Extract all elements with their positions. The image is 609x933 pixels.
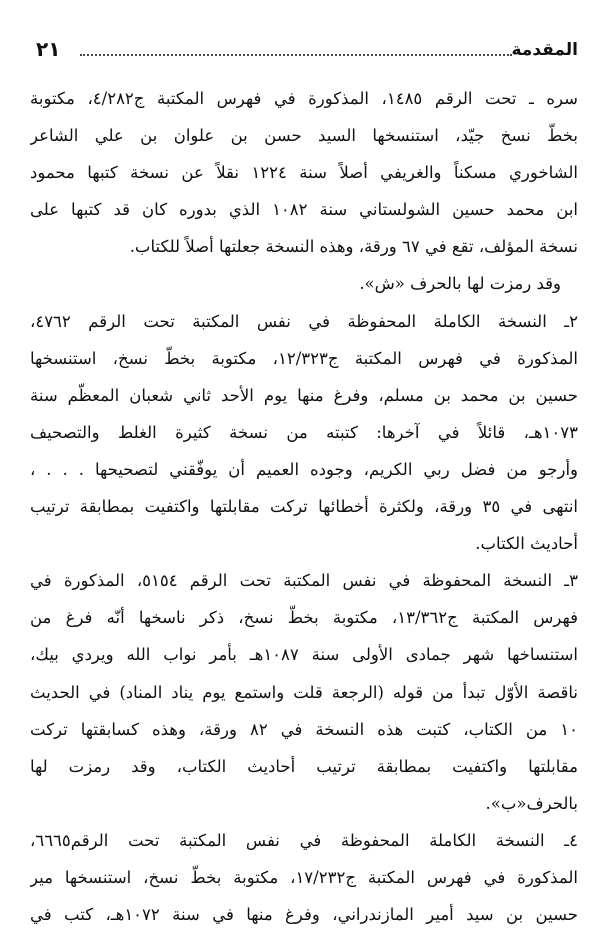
section-title: المقدمة [511,40,578,60]
text-line: وقد رمزت لها بالحرف «ش». [359,274,561,294]
text-line: حسين بن محمد بن مسلم، وفرغ منها يوم الأحد ثاني شعبان المعظّم سنة [30,385,578,405]
header-dotted-leader [80,54,512,56]
text-line: المذكورة في فهرس المكتبة ج١٧/٢٣٢، مكتوبة بخطّ نسخ، استنسخها مير [30,867,578,887]
page-number: ٢١ [36,37,61,61]
text-line: بخطّ نسخ جيّد، استنسخها السيد حسن بن علوان بن علي الشاعر [30,126,578,146]
text-line: المذكورة في فهرس المكتبة ج١٢/٣٢٣، مكتوبة بخطّ نسخ، استنسخها [30,348,578,368]
text-line: انتهى في ٣٥ ورقة، ولكثرة أخطائها تركت مقابلتها واكتفيت بمطابقة ترتيب [30,497,578,517]
text-line: ٤ـ النسخة الكاملة المحفوظة في نفس المكتبة تحت الرقم٦٦٦٥، [30,830,578,850]
text-line: استنساخها شهر جمادى الأولى سنة ١٠٨٧هـ بأمر نواب الله ويردي بيك، [30,645,578,665]
text-line: ناقصة الأوّل تبدأ من قوله (الرجعة قلت واستمع يوم يناد المناد) في الحديث [30,682,578,702]
text-line: نسخة المؤلف، تقع في ٦٧ ورقة، وهذه النسخة جعلتها أصلاً للكتاب. [129,237,578,257]
text-line: ١٠ من الكتاب، كتبت هذه النسخة في ٨٢ ورقة، وهذه كسابقتها تركت [30,719,578,739]
text-line: أحاديث الكتاب. [475,534,578,554]
body-text [30,80,578,933]
text-line: بالحرف«ب». [485,793,578,813]
text-line: وأرجو من فضل ربي الكريم، وجوده العميم أن يوفّقني لتصحيحها . . . ، [30,459,578,479]
text-line: ابن محمد حسين الشولستاني سنة ١٠٨٢ الذي بدوره كان قد كتبها على [30,200,578,220]
running-header [30,38,578,66]
text-line: ١٠٧٣هـ، قائلاً في آخرها: كتبته من نسخة كثيرة الغلط والتصحيف [30,422,578,442]
text-line: الشاخوري مسكناً والغريفي أصلاً سنة ١٢٢٤ نقلاً عن نسخة كتبها محمود [30,163,578,183]
text-line: مقابلتها واكتفيت بمطابقة ترتيب أحاديث الكتاب، وقد رمزت لها [30,756,578,776]
text-line: سره ـ تحت الرقم ١٤٨٥، المذكورة في فهرس المكتبة ج٤/٢٨٢، مكتوبة [30,89,578,108]
text-line: ٣ـ النسخة المحفوظة في نفس المكتبة تحت الرقم ٥١٥٤، المذكورة في [30,571,578,591]
text-line: حسين بن سيد أمير المازندراني، وفرغ منها في سنة ١٠٧٢هـ، كتب في [30,905,578,925]
text-line: ٢ـ النسخة الكاملة المحفوظة في نفس المكتبة تحت الرقم ٤٧٦٢، [30,311,578,331]
text-line: فهرس المكتبة ج١٣/٣٦٢، مكتوبة بخطّ نسخ، ذكر ناسخها أنّه فرغ من [30,608,578,628]
